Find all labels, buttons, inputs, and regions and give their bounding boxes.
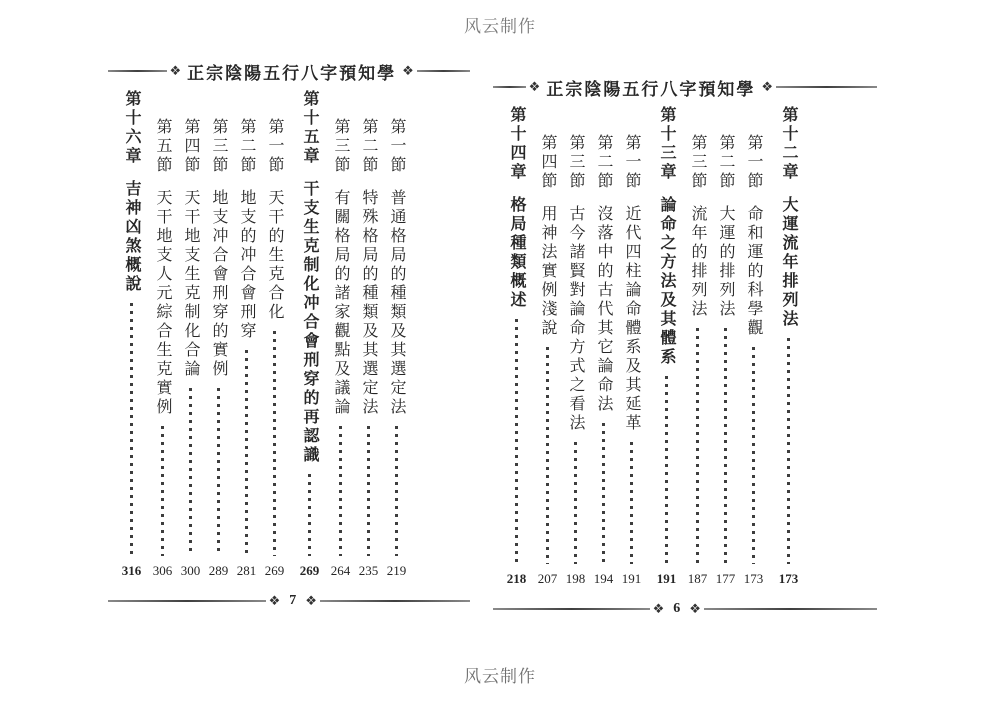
- entry-page-number: 207: [537, 571, 558, 586]
- entry-label: 第一節: [745, 134, 762, 191]
- dotted-leader: [308, 474, 311, 556]
- entry-page-number: 300: [180, 563, 201, 578]
- entry-page-number: 281: [236, 563, 257, 578]
- entry-label: 第三節: [567, 134, 584, 191]
- dotted-leader: [273, 331, 276, 556]
- entry-label: 第十三章: [658, 106, 675, 182]
- page-footer: [108, 590, 470, 612]
- entry-page-number: 194: [593, 571, 614, 586]
- entry-title: 吉神凶煞概說: [123, 180, 140, 294]
- watermark-top: 风云制作: [464, 17, 536, 36]
- entry-page-number: 187: [687, 571, 708, 586]
- toc-entry: [385, 90, 408, 578]
- entry-page-number: 173: [778, 571, 799, 586]
- dotted-leader: [724, 328, 727, 564]
- toc-entry: [714, 106, 737, 586]
- dotted-leader: [602, 423, 605, 564]
- entry-label: 第一節: [388, 118, 405, 175]
- entry-page-number: 191: [621, 571, 642, 586]
- header-rule-left: [108, 70, 167, 72]
- dotted-leader: [574, 442, 577, 564]
- header-rule-right: [417, 70, 470, 72]
- toc-entry: [564, 106, 587, 586]
- footer-rule-right: [320, 600, 470, 602]
- dotted-leader: [546, 347, 549, 564]
- dotted-leader: [787, 338, 790, 564]
- footer-rule-left: [108, 600, 266, 602]
- footer-rule-right: [704, 608, 877, 610]
- entry-title: 論命之方法及其體系: [658, 196, 675, 367]
- toc-entry: [298, 90, 321, 578]
- entry-label: 第四節: [182, 118, 199, 175]
- entry-label: 第一節: [266, 118, 283, 175]
- toc-entry: [686, 106, 709, 586]
- book-title: 正宗陰陽五行八字預知學: [187, 63, 397, 83]
- entry-title: 特殊格局的種類及其選定法: [360, 189, 377, 417]
- dotted-leader: [630, 442, 633, 564]
- page-left: [108, 60, 470, 612]
- entry-title: 天干地支人元綜合生克實例: [154, 189, 171, 417]
- entry-title: 用神法實例淺說: [539, 205, 556, 338]
- entry-page-number: 269: [299, 563, 320, 578]
- toc-entry: [620, 106, 643, 586]
- footer-ornament-left-icon: ❖: [268, 593, 281, 608]
- entry-title: 普通格局的種類及其選定法: [388, 189, 405, 417]
- entry-title: 天干地支生克制化合論: [182, 189, 199, 379]
- entry-label: 第十六章: [123, 90, 140, 166]
- footer-ornament-left-icon: ❖: [652, 601, 665, 616]
- entry-title: 大運的排列法: [717, 205, 734, 319]
- entry-page-number: 191: [656, 571, 677, 586]
- entry-page-number: 306: [152, 563, 173, 578]
- dotted-leader: [339, 426, 342, 556]
- toc-entry: [329, 90, 352, 578]
- entry-label: 第三節: [210, 118, 227, 175]
- dotted-leader: [752, 347, 755, 564]
- dotted-leader: [515, 319, 518, 564]
- entry-page-number: 289: [208, 563, 229, 578]
- toc-columns: [108, 90, 420, 578]
- header-ornament-left-icon: ❖: [528, 79, 541, 94]
- toc-entry: [207, 90, 230, 578]
- page-footer: [493, 598, 877, 620]
- entry-title: 有關格局的諸家觀點及議論: [332, 189, 349, 417]
- toc-columns: [493, 106, 834, 586]
- dotted-leader: [217, 388, 220, 556]
- entry-label: 第五節: [154, 118, 171, 175]
- dotted-leader: [395, 426, 398, 556]
- entry-label: 第十五章: [301, 90, 318, 166]
- dotted-leader: [161, 426, 164, 556]
- toc-entry: [536, 106, 559, 586]
- entry-page-number: 218: [506, 571, 527, 586]
- entry-page-number: 198: [565, 571, 586, 586]
- footer-page-number: 7: [289, 593, 297, 608]
- entry-label: 第二節: [595, 134, 612, 191]
- toc-entry: [777, 106, 800, 586]
- header-ornament-right-icon: ❖: [402, 63, 414, 78]
- toc-entry: [357, 90, 380, 578]
- entry-label: 第四節: [539, 134, 556, 191]
- entry-title: 沒落中的古代其它論命法: [595, 205, 612, 414]
- toc-entry: [655, 106, 678, 586]
- dotted-leader: [696, 328, 699, 564]
- entry-title: 天干的生克合化: [266, 189, 283, 322]
- toc-entry: [742, 106, 765, 586]
- footer-ornament-right-icon: ❖: [305, 593, 317, 608]
- dotted-leader: [665, 376, 668, 564]
- entry-page-number: 173: [743, 571, 764, 586]
- footer-ornament-right-icon: ❖: [689, 601, 701, 616]
- header-rule-right: [776, 86, 877, 88]
- header-ornament-left-icon: ❖: [169, 63, 182, 78]
- watermark-bottom: 风云制作: [464, 667, 536, 686]
- entry-page-number: 316: [121, 563, 142, 578]
- entry-page-number: 269: [264, 563, 285, 578]
- toc-entry: [151, 90, 174, 578]
- entry-page-number: 177: [715, 571, 736, 586]
- entry-label: 第一節: [623, 134, 640, 191]
- header-rule-left: [493, 86, 526, 88]
- footer-rule-left: [493, 608, 650, 610]
- entry-label: 第二節: [238, 118, 255, 175]
- toc-entry: [505, 106, 528, 586]
- dotted-leader: [130, 303, 133, 556]
- dotted-leader: [189, 388, 192, 556]
- page-header: [493, 76, 877, 98]
- entry-label: 第二節: [717, 134, 734, 191]
- entry-page-number: 219: [386, 563, 407, 578]
- page-right: [493, 76, 877, 624]
- footer-page-number: 6: [673, 601, 681, 616]
- entry-title: 古今諸賢對論命方式之看法: [567, 205, 584, 433]
- entry-page-number: 235: [358, 563, 379, 578]
- entry-title: 格局種類概述: [508, 196, 525, 310]
- book-title: 正宗陰陽五行八字預知學: [546, 79, 756, 99]
- entry-title: 干支生克制化冲合會刑穿的再認識: [301, 180, 318, 465]
- entry-title: 命和運的科學觀: [745, 205, 762, 338]
- toc-entry: [120, 90, 143, 578]
- toc-entry: [592, 106, 615, 586]
- toc-entry: [263, 90, 286, 578]
- toc-entry: [179, 90, 202, 578]
- entry-title: 大運流年排列法: [780, 196, 797, 329]
- entry-title: 流年的排列法: [689, 205, 706, 319]
- toc-entry: [235, 90, 258, 578]
- entry-label: 第三節: [332, 118, 349, 175]
- entry-title: 地支冲合會刑穿的實例: [210, 189, 227, 379]
- header-ornament-right-icon: ❖: [761, 79, 773, 94]
- dotted-leader: [367, 426, 370, 556]
- dotted-leader: [245, 350, 248, 556]
- entry-title: 近代四柱論命體系及其延革: [623, 205, 640, 433]
- entry-title: 地支的冲合會刑穿: [238, 189, 255, 341]
- entry-label: 第十二章: [780, 106, 797, 182]
- entry-label: 第三節: [689, 134, 706, 191]
- page-header: [108, 60, 470, 82]
- entry-label: 第二節: [360, 118, 377, 175]
- entry-label: 第十四章: [508, 106, 525, 182]
- entry-page-number: 264: [330, 563, 351, 578]
